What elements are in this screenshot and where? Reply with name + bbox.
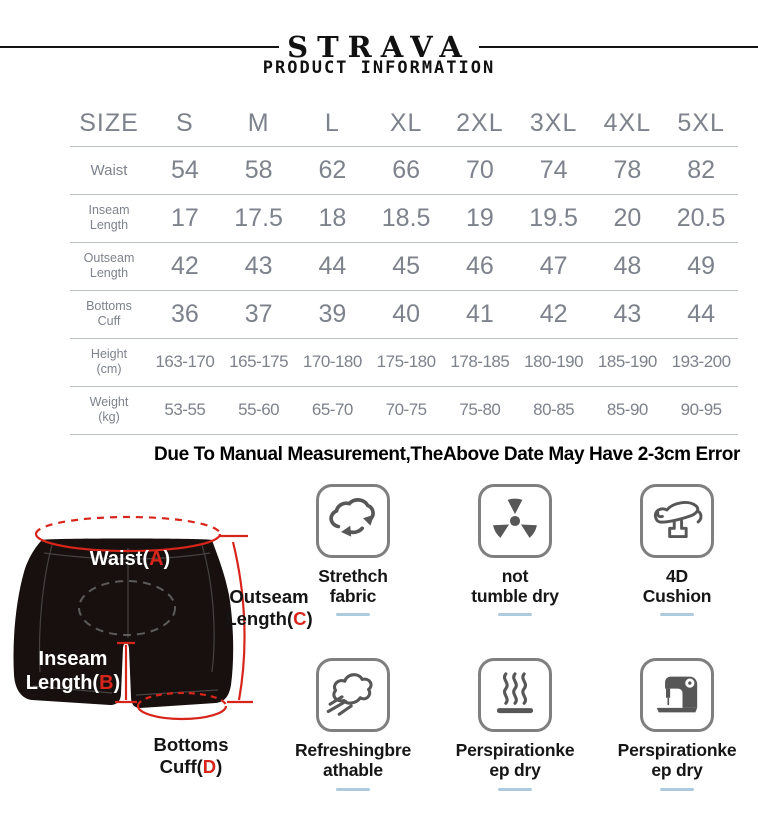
size-table-corner-header: SIZE: [79, 109, 139, 138]
row-label: Height (cm): [90, 347, 128, 376]
size-column-header: S: [176, 109, 194, 138]
row-label: Outseam Length: [83, 251, 135, 280]
size-value-cell: 45: [392, 251, 421, 280]
size-value-cell: 75-80: [459, 400, 501, 419]
size-column-header: 4XL: [603, 109, 652, 138]
size-value-cell: 53-55: [164, 400, 206, 419]
label-underline: [498, 613, 532, 616]
bottoms-cuff-label: Bottoms Cuff(D): [153, 734, 229, 778]
feature-label: 4D Cushion: [642, 566, 712, 607]
row-label: Bottoms Cuff: [86, 299, 132, 328]
size-column-header: 3XL: [529, 109, 578, 138]
size-value-cell: 165-175: [229, 352, 289, 371]
cuff-ellipse-solid: [138, 706, 226, 719]
row-label: Waist: [90, 161, 128, 179]
size-value-cell: 66: [392, 155, 421, 184]
size-table-row: [70, 146, 738, 194]
size-value-cell: 42: [539, 299, 568, 328]
size-value-cell: 62: [318, 155, 347, 184]
size-table-row: [70, 242, 738, 290]
feature-grid: [272, 484, 758, 791]
feature-label: not tumble dry: [471, 566, 559, 607]
size-value-cell: 74: [539, 155, 568, 184]
inseam-label: Inseam Length(B): [25, 648, 121, 694]
size-value-cell: 185-190: [597, 352, 657, 371]
size-value-cell: 170-180: [302, 352, 362, 371]
feature-label: Perspirationke ep dry: [455, 740, 575, 781]
4d-cushion-icon: [640, 484, 714, 558]
size-value-cell: 44: [318, 251, 347, 280]
measurement-note: Due To Manual Measurement,TheAbove Date May Have 2-3cm Error: [154, 444, 740, 465]
size-value-cell: 175-180: [376, 352, 436, 371]
size-value-cell: 85-90: [606, 400, 648, 419]
size-chart-table: [70, 102, 738, 435]
size-value-cell: 48: [613, 251, 642, 280]
feature-sewing-quality: [596, 658, 758, 790]
size-value-cell: 90-95: [680, 400, 722, 419]
size-value-cell: 163-170: [155, 352, 215, 371]
size-table-row: [70, 290, 738, 338]
size-value-cell: 180-190: [524, 352, 584, 371]
row-label: Inseam Length: [88, 203, 130, 232]
size-value-cell: 43: [244, 251, 273, 280]
size-value-cell: 17: [170, 203, 199, 232]
label-underline: [660, 788, 694, 791]
page-subtitle: PRODUCT INFORMATION: [262, 58, 496, 78]
size-value-cell: 80-85: [533, 400, 575, 419]
feature-perspiration-dry: [434, 658, 596, 790]
size-table-row: [70, 386, 738, 434]
size-value-cell: 70: [465, 155, 494, 184]
size-value-cell: 58: [244, 155, 273, 184]
size-value-cell: 49: [687, 251, 716, 280]
feature-label: Strethch fabric: [318, 566, 388, 607]
brand-title: STRAVA: [287, 30, 471, 64]
size-column-header: XL: [389, 109, 423, 138]
left-rule-line: [0, 46, 279, 48]
size-value-cell: 193-200: [671, 352, 731, 371]
feature-not-tumble-dry: [434, 484, 596, 616]
size-table-row: [70, 194, 738, 242]
size-value-cell: 78: [613, 155, 642, 184]
label-underline: [336, 613, 370, 616]
size-value-cell: 178-185: [450, 352, 510, 371]
size-value-cell: 39: [318, 299, 347, 328]
size-value-cell: 18.5: [381, 203, 431, 232]
breathable-icon: [316, 658, 390, 732]
size-value-cell: 20.5: [676, 203, 726, 232]
feature-label: Perspirationke ep dry: [617, 740, 737, 781]
size-value-cell: 47: [539, 251, 568, 280]
size-value-cell: 19.5: [529, 203, 578, 232]
size-value-cell: 42: [170, 251, 199, 280]
size-value-cell: 37: [244, 299, 273, 328]
size-column-header: 2XL: [456, 109, 504, 138]
size-column-header: M: [247, 109, 270, 138]
size-value-cell: 46: [465, 251, 494, 280]
row-label: Weight (kg): [89, 395, 129, 424]
right-rule-line: [479, 46, 758, 48]
size-value-cell: 65-70: [311, 400, 353, 419]
perspiration-dry-icon: [478, 658, 552, 732]
label-underline: [336, 788, 370, 791]
feature-label: Refreshingbre athable: [294, 740, 412, 781]
size-value-cell: 19: [465, 203, 494, 232]
size-value-cell: 70-75: [385, 400, 427, 419]
label-underline: [660, 613, 694, 616]
size-table-row: [70, 338, 738, 386]
size-value-cell: 55-60: [238, 400, 280, 419]
size-value-cell: 20: [613, 203, 642, 232]
feature-breathable: [272, 658, 434, 790]
stretch-fabric-icon: [316, 484, 390, 558]
size-value-cell: 17.5: [234, 203, 283, 232]
waist-ellipse-dashed: [36, 517, 220, 534]
size-value-cell: 43: [613, 299, 642, 328]
size-value-cell: 41: [465, 299, 494, 328]
label-underline: [498, 788, 532, 791]
size-value-cell: 82: [687, 155, 716, 184]
not-tumble-dry-icon: [478, 484, 552, 558]
feature-stretch-fabric: [272, 484, 434, 616]
size-value-cell: 18: [318, 203, 347, 232]
size-column-header: 5XL: [677, 109, 725, 138]
size-column-header: L: [324, 109, 340, 138]
outseam-label: Outseam Length(C): [225, 586, 313, 630]
size-value-cell: 54: [170, 155, 199, 184]
size-value-cell: 40: [392, 299, 421, 328]
size-value-cell: 44: [687, 299, 716, 328]
size-value-cell: 36: [170, 299, 199, 328]
size-table-header-row: [70, 102, 738, 146]
feature-4d-cushion: [596, 484, 758, 616]
sewing-machine-icon: [640, 658, 714, 732]
waist-label: Waist(A): [89, 548, 171, 570]
